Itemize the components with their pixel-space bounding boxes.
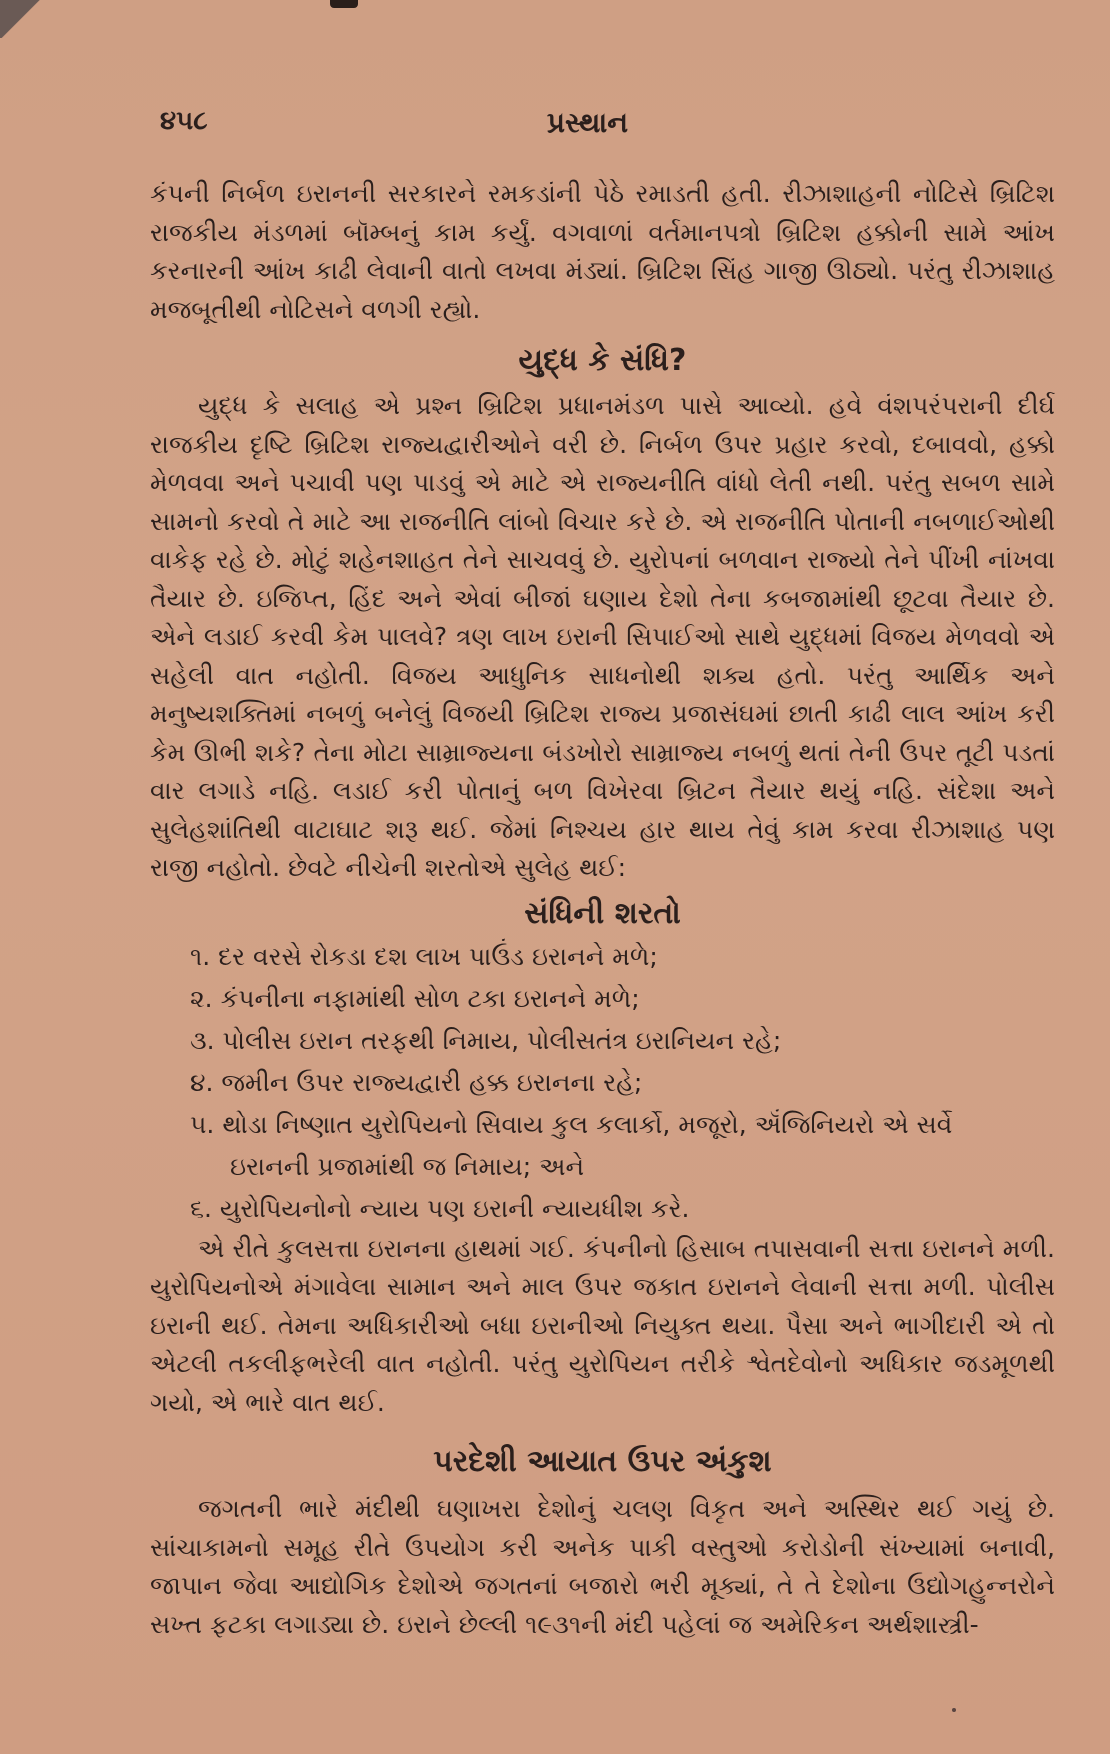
list-item [190,1104,1055,1188]
section-heading-treaty-terms: સંધિની શરતો [524,895,681,931]
treaty-terms-list [150,936,1055,1230]
list-item: ૩. પોલીસ ઇરાન તરફથી નિમાય, પોલીસતંત્ર ઇરાનિયન રહે; [190,1025,782,1055]
paragraph-4: જગતની ભારે મંદીથી ઘણાખરા દેશોનું ચલણ વિકૃત અને અસ્થિર થઈ ગયું છે. સાંચાકામનો સમૂહ રીતે ઉપયોગ કરી અનેક પાકી વસ્તુઓ કરોડોની સંખ્યામાં બનાવી, જાપાન જેવા આદ્યોગિક દેશોએ જગતનાં બજારો ભરી મૂક્યાં, તે તે દેશોના ઉદ્યોગહુન્નરોને સખ્ત ફટકા લગાડ્યા છે. ઇરાને છેલ્લી ૧૯૩૧ની મંદી પહેલાં જ અમેરિકન અર્થશાસ્ત્રી- [150,1494,1055,1639]
list-item-continuation: ઇરાનની પ્રજામાંથી જ નિમાય; અને [230,1151,585,1181]
list-item: ૬. યુરોપિયનોનો ન્યાય પણ ઇરાની ન્યાયધીશ કરે. [190,1193,690,1223]
list-item-line: ૫. થોડા નિષ્ણાત યુરોપિયનો સિવાય કુલ કલાર્કો, મજૂરો, ઍંજિનિયરો એ સર્વે [190,1109,953,1139]
list-item: ૧. દર વરસે રોકડા દશ લાખ પાઉંડ ઇરાનને મળે; [190,941,658,971]
paper-speck [952,1708,956,1712]
section-heading-war-or-treaty: યુદ્ધ કે સંધિ? [518,343,687,378]
list-item: ૨. કંપનીના નફામાંથી સોળ ટકા ઇરાનને મળે; [190,983,640,1013]
top-edge-mark [330,0,358,8]
page-body [150,175,1055,1644]
running-title: પ્રસ્થાન [546,106,629,139]
section-heading-foreign-import-control: પરદેશી આયાત ઉપર અંકુશ [433,1444,772,1479]
page-number: ૪૫૮ [160,106,208,136]
page-corner-fold [0,0,60,38]
paragraph-3: એ રીતે કુલસત્તા ઇરાનના હાથમાં ગઈ. કંપનીનો હિસાબ તપાસવાની સત્તા ઇરાનને મળી. યુરોપિયનોએ મંગાવેલા સામાન અને માલ ઉપર જકાત ઇરાનને લેવાની સત્તા મળી. પોલીસ ઇરાની થઈ. તેમના અધિકારીઓ બધા ઇરાનીઓ નિયુક્ત થયા. પૈસા અને ભાગીદારી એ તો એટલી તકલીફભરેલી વાત નહોતી. પરંતુ યુરોપિયન તરીકે શ્વેતદેવોનો અધિકાર જડમૂળથી ગયો, એ ભારે વાત થઈ. [150,1233,1055,1417]
paragraph-1: કંપની નિર્બળ ઇરાનની સરકારને રમકડાંની પેઠે રમાડતી હતી. રીઝાશાહની નોટિસે બ્રિટિશ રાજકીય મંડળમાં બૉમ્બનું કામ કર્યું. વગવાળાં વર્તમાનપત્રો બ્રિટિશ હક્કોની સામે આંખ કરનારની આંખ કાઢી લેવાની વાતો લખવા મંડ્યાં. બ્રિટિશ સિંહ ગાજી ઊઠ્યો. પરંતુ રીઝાશાહ મજબૂતીથી નોટિસને વળગી રહ્યો. [150,179,1055,324]
page-header [160,106,1015,146]
list-item: ૪. જમીન ઉપર રાજ્યદ્વારી હક્ક ઇરાનના રહે; [190,1067,643,1097]
paragraph-2: યુદ્ધ કે સલાહ એ પ્રશ્ન બ્રિટિશ પ્રધાનમંડળ પાસે આવ્યો. હવે વંશપરંપરાની દીર્ઘ રાજકીય દૃષ્ટિ બ્રિટિશ રાજ્યદ્વારીઓને વરી છે. નિર્બળ ઉપર પ્રહાર કરવો, દબાવવો, હક્કો મેળવવા અને પચાવી પણ પાડવું એ માટે એ રાજ્યનીતિ વાંધો લેતી નથી. પરંતુ સબળ સામે સામનો કરવો તે માટે આ રાજનીતિ લાંબો વિચાર કરે છે. એ રાજનીતિ પોતાની નબળાઈઓથી વાકેફ રહે છે. મોટું શહેનશાહત તેને સાચવવું છે. યુરોપનાં બળવાન રાજ્યો તેને પીંખી નાંખવા તૈયાર છે. ઇજિપ્ત, હિંદ અને એવાં બીજાં ઘણાય દેશો તેના કબજામાંથી છૂટવા તૈયાર છે. એને લડાઈ કરવી કેમ પાલવે? ત્રણ લાખ ઇરાની સિપાઈઓ સાથે યુદ્ધમાં વિજય મેળવવો એ સહેલી વાત નહોતી. વિજય આધુનિક સાધનોથી શક્ય હતો. પરંતુ આર્થિક અને મનુષ્યશક્તિમાં નબળું બનેલું વિજયી બ્રિટિશ રાજ્ય પ્રજાસંઘમાં છાતી કાઢી લાલ આંખ કરી કેમ ઊભી શકે? તેના મોટા સામ્રાજ્યના બંડખોરો સામ્રાજ્ય નબળું થતાં તેની ઉપર તૂટી પડતાં વાર લગાડે નહિ. લડાઈ કરી પોતાનું બળ વિખેરવા બ્રિટન તૈયાર થયું નહિ. સંદેશા અને સુલેહશાંતિથી વાટાઘાટ શરૂ થઈ. જેમાં નિશ્ચય હાર થાય તેવું કામ કરવા રીઝાશાહ પણ રાજી નહોતો. છેવટે નીચેની શરતોએ સુલેહ થઈ: [150,391,1055,882]
